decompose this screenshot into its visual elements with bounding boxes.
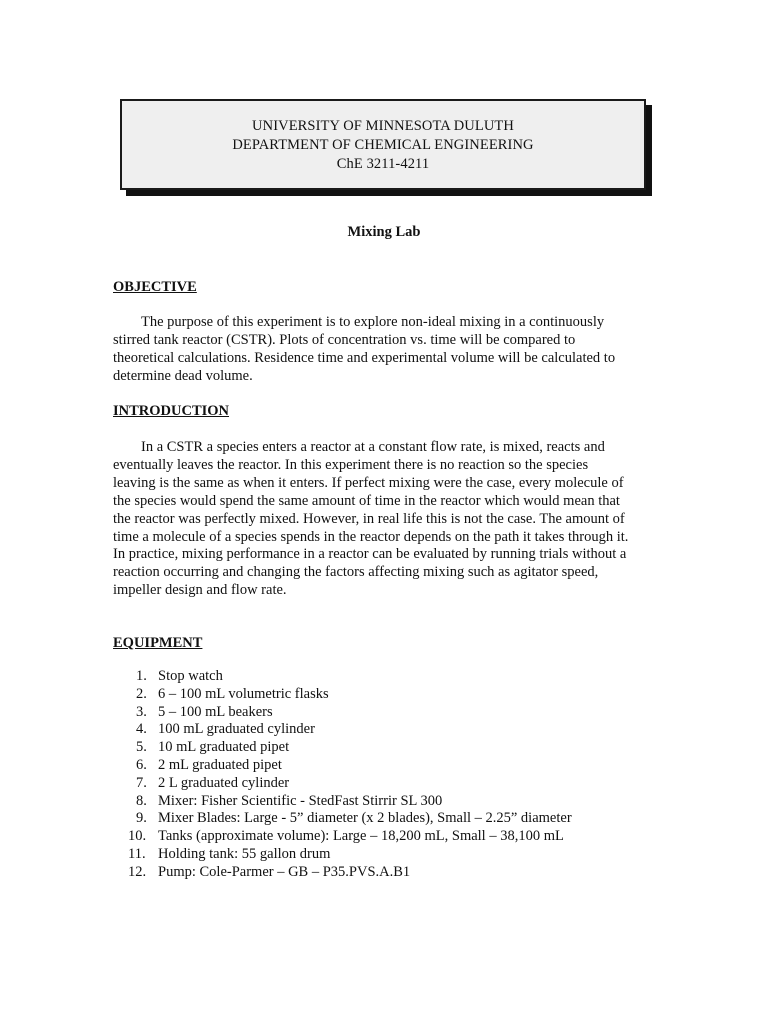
introduction-line: eventually leaves the reactor. In this experiment there is no reaction so the species [113, 456, 589, 473]
introduction-line: leaving is the same as when it enters. If perfect mixing were the case, every molecule of [113, 474, 624, 491]
list-item-text: 100 mL graduated cylinder [158, 721, 315, 738]
list-item-number: 6. [136, 756, 147, 773]
list-item [128, 846, 572, 864]
list-item-number: 5. [136, 739, 147, 756]
course-number: ChE 3211-4211 [336, 156, 430, 172]
list-item-number: 7. [136, 774, 147, 791]
list-item-number: 3. [136, 703, 147, 720]
list-item-text: 6 – 100 mL volumetric flasks [158, 685, 329, 702]
list-item [136, 775, 572, 793]
department-name: DEPARTMENT OF CHEMICAL ENGINEERING [232, 137, 534, 153]
objective-paragraph [113, 314, 649, 386]
list-item [128, 828, 572, 846]
list-item [136, 704, 572, 722]
list-item-text: 2 L graduated cylinder [158, 774, 290, 791]
list-item [136, 668, 572, 686]
objective-heading: OBJECTIVE [113, 279, 197, 295]
university-name: UNIVERSITY OF MINNESOTA DULUTH [252, 118, 514, 134]
list-item-text: Holding tank: 55 gallon drum [158, 845, 331, 862]
introduction-line: time a molecule of a species spends in the reactor depends on the path it takes through it. [113, 528, 629, 545]
list-item [136, 810, 572, 828]
list-item [136, 739, 572, 757]
list-item-number: 1. [136, 668, 147, 684]
introduction-line: In a CSTR a species enters a reactor at a constant flow rate, is mixed, reacts and [141, 439, 605, 455]
objective-line: stirred tank reactor (CSTR). Plots of concentration vs. time will be compared to [113, 331, 576, 348]
list-item [136, 757, 572, 775]
list-item [136, 686, 572, 704]
list-item-number: 2. [136, 685, 147, 702]
list-item [136, 793, 572, 811]
objective-line: theoretical calculations. Residence time and experimental volume will be calculated to [113, 349, 616, 366]
list-item-number: 12. [128, 863, 147, 880]
list-item-text: 5 – 100 mL beakers [158, 703, 273, 720]
list-item-number: 8. [136, 792, 147, 809]
introduction-line: the reactor was perfectly mixed. However, in real life this is not the case. The amount of [113, 510, 625, 527]
document-title: Mixing Lab [347, 224, 421, 240]
list-item-text: Stop watch [158, 668, 223, 684]
list-item-text: Mixer: Fisher Scientific - StedFast Stirrir SL 300 [158, 792, 443, 809]
list-item-text: Tanks (approximate volume): Large – 18,200 mL, Small – 38,100 mL [158, 828, 564, 845]
introduction-line: reaction occurring and changing the factors affecting mixing such as agitator speed, [113, 564, 599, 581]
introduction-heading: INTRODUCTION [113, 403, 230, 419]
list-item-text: Pump: Cole-Parmer – GB – P35.PVS.A.B1 [158, 863, 411, 880]
introduction-line: In practice, mixing performance in a reactor can be evaluated by running trials without a [113, 546, 627, 563]
objective-line: determine dead volume. [113, 367, 253, 384]
equipment-heading: EQUIPMENT [113, 635, 203, 651]
list-item-text: 2 mL graduated pipet [158, 756, 282, 773]
department-header-box [120, 99, 646, 190]
list-item [136, 721, 572, 739]
list-item-number: 9. [136, 810, 147, 827]
list-item [128, 864, 572, 882]
introduction-line: impeller design and flow rate. [113, 582, 287, 599]
equipment-list [128, 668, 572, 882]
list-item-number: 10. [128, 828, 147, 845]
list-item-text: 10 mL graduated pipet [158, 739, 290, 756]
introduction-line: the species would spend the same amount of time in the reactor which would mean that [113, 492, 620, 509]
introduction-paragraph [113, 439, 649, 600]
list-item-text: Mixer Blades: Large - 5” diameter (x 2 blades), Small – 2.25” diameter [158, 810, 572, 827]
list-item-number: 11. [128, 845, 146, 862]
list-item-number: 4. [136, 721, 147, 738]
objective-line: The purpose of this experiment is to explore non-ideal mixing in a continuously [141, 314, 605, 330]
